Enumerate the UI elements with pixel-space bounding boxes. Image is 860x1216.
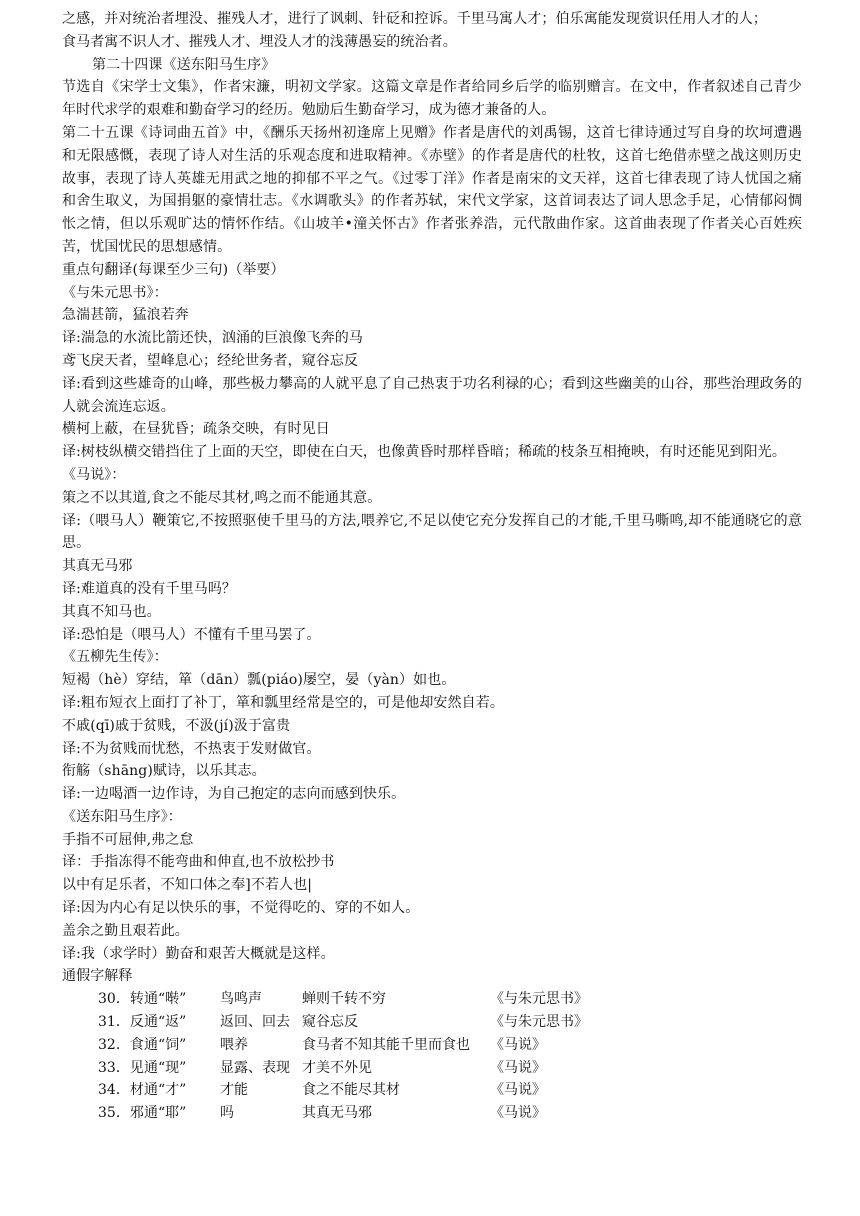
tongjia-source: 《马说》: [490, 1105, 546, 1122]
tongjia-meaning: 显露、表现: [220, 1059, 290, 1076]
lesson-24-title: 第二十四课《送东阳马生序》: [92, 56, 276, 73]
source-sentence: 鸢飞戾天者，望峰息心；经纶世务者，窥谷忘反: [62, 352, 359, 369]
translation-sentence: 译:不为贫贱而忧愁，不热衷于发财做官。: [62, 740, 321, 757]
lesson-25-body: 第二十五课《诗词曲五首》中，《酬乐天扬州初逢席上见赠》作者是唐代的刘禹锡，这首七律诗通过写自身的坎坷遭遇和无限感慨，表现了诗人对生活的乐观态度和进取精神。《赤壁》的作者是唐代的杜牧，这首七绝借赤壁之战这则历史故事，表现了诗人英雄无用武之地的抑郁不平之气。《过零丁洋》作者是南宋的文天祥，这首七律表现了诗人忧国之痛和舍生取义，为国捐躯的豪情壮志。《水调歌头》的作者苏轼，宋代文学家，这首词表达了词人思念手足，心情郁闷惆怅之情，但以乐观旷达的情怀作结。《山坡羊•潼关怀古》作者张养浩，元代散曲作家。这首曲表现了作者关心百姓疾苦，忧国忧民的思想感情。: [62, 124, 802, 255]
source-sentence: 横柯上蔽，在昼犹昏；疏条交映，有时见日: [62, 421, 330, 438]
section-title: 《送东阳马生序》：: [62, 808, 182, 825]
translation-sentence: 译:（喂马人）鞭策它,不按照驱使千里马的方法,喂养它,不足以使它充分发挥自己的才能,千里马嘶鸣,却不能通晓它的意思。: [62, 512, 802, 552]
lesson-24-body: 节选自《宋学士文集》，作者宋濂，明初文学家。这篇文章是作者给同乡后学的临别赠言。在文中，作者叙述自己青少年时代求学的艰难和勤奋学习的经历。勉励后生勤奋学习，成为德才兼备的人。: [62, 79, 802, 119]
source-sentence: 以中有足乐者，不知口体之奉]不若人也|: [62, 877, 313, 894]
translation-sentence: 译:恐怕是（喂马人）不懂有千里马罢了。: [62, 626, 321, 643]
tongjia-tong: 通“才”: [144, 1082, 187, 1099]
tongjia-source: 《与朱元思书》: [490, 1014, 588, 1031]
source-sentence: 短褐（hè）穿结，箪（dān）瓢(piáo)屡空，晏（yàn）如也。: [62, 672, 456, 689]
table-row: [98, 988, 600, 1011]
tongjia-source: 《马说》: [490, 1082, 546, 1099]
translation-sentence: 译:湍急的水流比箭还快，汹涌的巨浪像飞奔的马: [62, 330, 363, 347]
source-sentence: 策之不以其道,食之不能尽其材,鸣之而不能通其意。: [62, 489, 382, 506]
translation-sentence: 译:我（求学时）勤奋和艰苦大概就是这样。: [62, 945, 335, 962]
translation-sentence: 译:因为内心有足以快乐的事，不觉得吃的、穿的不如人。: [62, 900, 420, 917]
translation-sentence: 译:看到这些雄奇的山峰，那些极力攀高的人就平息了自己热衷于功名利禄的心；看到这些幽美的山谷，那些治理政务的人就会流连忘返。: [62, 375, 802, 415]
tongjia-number: 35．邪: [98, 1105, 144, 1122]
tongjia-number: 32．食: [98, 1036, 144, 1053]
table-row: [98, 1102, 600, 1125]
tongjia-source: 《马说》: [490, 1036, 546, 1053]
translation-sentence: 译:树枝纵横交错挡住了上面的天空，即使在白天，也像黄昏时那样昏暗；稀疏的枝条互相掩映，有时还能见到阳光。: [62, 444, 786, 461]
tongjia-number: 33．见: [98, 1059, 144, 1076]
table-row: [98, 1079, 600, 1102]
tongjia-number: 34．材: [98, 1082, 144, 1099]
tongjia-meaning: 吗: [220, 1105, 234, 1122]
translation-heading: 重点句翻译(每课至少三句)（举要）: [62, 261, 285, 278]
source-sentence: 手指不可屈伸,弗之怠: [62, 831, 194, 848]
translation-sentence: 译:一边喝酒一边作诗，为自己抱定的志向而感到快乐。: [62, 786, 406, 803]
tongjia-tong: 通“现”: [144, 1059, 187, 1076]
tongjia-number: 31．反: [98, 1014, 144, 1031]
tongjia-example: 食马者不知其能千里而食也: [302, 1036, 470, 1053]
tongjia-tong: 通“啭”: [144, 991, 187, 1008]
tongjia-source: 《马说》: [490, 1059, 546, 1076]
section-title: 《五柳先生传》：: [62, 649, 168, 666]
source-sentence: 衔觞（shāng)赋诗，以乐其志。: [62, 763, 266, 780]
intro-line: 食马者寓不识人才、摧残人才、埋没人才的浅薄愚妄的统治者。: [62, 33, 457, 50]
tongjia-tong: 通“耶”: [144, 1105, 187, 1122]
tongjia-table: [98, 988, 600, 1125]
section-title: 《与朱元思书》：: [62, 284, 168, 301]
translation-sentence: 译：手指冻得不能弯曲和伸直,也不放松抄书: [62, 854, 335, 871]
table-row: [98, 1057, 600, 1080]
source-sentence: 其真无马邪: [62, 558, 133, 575]
intro-line: 之感，并对统治者埋没、摧残人才，进行了讽刺、针砭和控诉。千里马寓人才；伯乐寓能发现赏识任用人才的人；: [62, 11, 767, 27]
tongjia-example: 蝉则千转不穷: [302, 991, 386, 1008]
tongjia-meaning: 喂养: [220, 1036, 248, 1053]
section-title: 《马说》：: [62, 466, 126, 483]
source-sentence: 急湍甚箭，猛浪若奔: [62, 307, 189, 324]
tongjia-tong: 通“返”: [144, 1014, 187, 1031]
tongjia-example: 食之不能尽其材: [302, 1082, 400, 1099]
source-sentence: 其真不知马也。: [62, 603, 161, 620]
table-row: [98, 1011, 600, 1034]
tongjia-number: 30．转: [98, 991, 144, 1008]
translation-sentence: 译:粗布短衣上面打了补丁，箪和瓢里经常是空的，可是他却安然自若。: [62, 694, 504, 711]
table-row: [98, 1034, 600, 1057]
translation-sentence: 译:难道真的没有千里马吗？: [62, 580, 237, 597]
tongjia-meaning: 才能: [220, 1082, 248, 1099]
document-page: [62, 8, 802, 1125]
tongjia-example: 才美不外见: [302, 1059, 372, 1076]
tongjia-meaning: 返回、回去: [220, 1014, 290, 1031]
tongjia-tong: 通“饲”: [144, 1036, 187, 1053]
source-sentence: 不戚(qī)戚于贫贱，不汲(jí)汲于富贵: [62, 717, 291, 734]
tongjia-heading: 通假字解释: [62, 968, 133, 985]
source-sentence: 盖余之勤且艰若此。: [62, 922, 189, 939]
tongjia-example: 其真无马邪: [302, 1105, 372, 1122]
tongjia-example: 窥谷忘反: [302, 1014, 358, 1031]
tongjia-source: 《与朱元思书》: [490, 991, 588, 1008]
tongjia-meaning: 鸟鸣声: [220, 991, 262, 1008]
